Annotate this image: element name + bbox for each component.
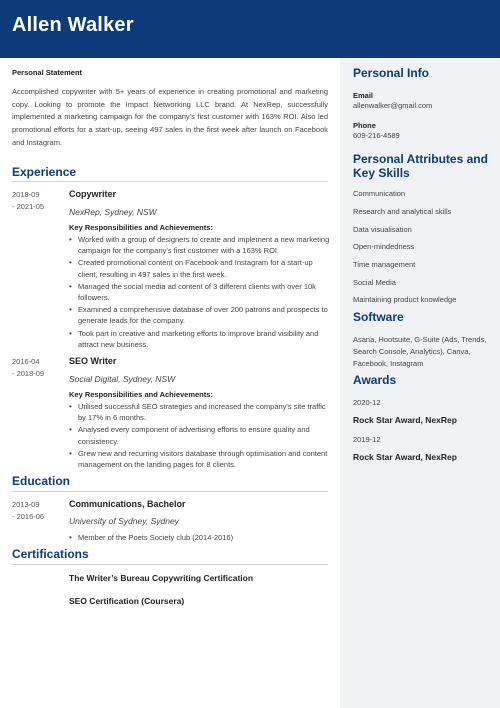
list-item: • Utilised successful SEO strategies and increased the company's site traffic by 17% in 6 months. [69, 401, 331, 423]
software-title: Software [353, 310, 404, 324]
personal-info-title: Personal Info [353, 66, 430, 80]
awards-title: Awards [353, 373, 397, 387]
section-divider [12, 181, 328, 182]
list-item: • Took part in creative and marketing efforts to improve brand visibility and attract new business. [69, 328, 331, 350]
certifications-title: Certifications [12, 547, 89, 561]
section-divider [12, 564, 328, 565]
job-company: NexRep, Sydney, NSW [69, 207, 157, 217]
job-title: Copywriter [69, 189, 117, 199]
skill-item: Open-mindedness [353, 242, 415, 251]
job-date-start: 2018-09 [12, 190, 40, 199]
award-date: 2020-12 [353, 398, 381, 407]
software-list: Asana, Hootsuite, G-Suite (Ads, Trends, Search Console, Analytics), Canva, Facebook, Instagram [353, 335, 487, 368]
skill-item: Social Media [353, 278, 396, 287]
job-bullets [69, 401, 331, 471]
phone-value: 609-216-4589 [353, 131, 400, 140]
skill-item: Communication [353, 189, 406, 198]
phone-label: Phone [353, 121, 376, 130]
skill-item: Maintaining product knowledge [353, 295, 457, 304]
job-bullets [69, 234, 331, 351]
email-value: allenwalker@gmail.com [353, 101, 433, 110]
job-date-start: 2016-04 [12, 357, 40, 366]
candidate-name: Allen Walker [12, 14, 134, 36]
edu-school: University of Sydney, Sydney [69, 516, 179, 526]
skill-item: Data visualisation [353, 225, 412, 234]
certification-item: The Writer’s Bureau Copywriting Certification [69, 573, 254, 583]
job-achievements-heading: Key Responsibilities and Achievements: [69, 223, 213, 232]
list-item: • Worked with a group of designers to create and implement a new marketing campaign for the company's first customer with a 163% ROI. [69, 234, 331, 256]
personal-statement-text: Accomplished copywriter with 5+ years of experience in creating promotional and marketing copy. Looking to promote the Impact Networking LLC brand. At NexRep, successfully implemented a marketing campaign for the company's first customer with 163% ROI. Also led promotional efforts for a start-up, seeing 497 sales in the first week after launch on Facebook and Instagram. [12, 87, 328, 147]
list-item: • Grew new and recurring visitors database through optimisation and content management on the landing pages for 8 clients. [69, 448, 331, 470]
edu-date-end: - 2016-06 [12, 512, 45, 521]
list-item: • Created promotional content on Facebook and Instagram for a start-up client, resulting in 497 sales in the first week. [69, 257, 331, 279]
award-date: 2019-12 [353, 435, 381, 444]
award-name: Rock Star Award, NexRep [353, 415, 457, 425]
list-item: • Examined a comprehensive database of over 200 patrons and prospects to generate leads for the company. [69, 304, 331, 326]
job-date-end: - 2018-09 [12, 369, 45, 378]
section-divider [12, 491, 328, 492]
certification-item: SEO Certification (Coursera) [69, 596, 185, 606]
award-name: Rock Star Award, NexRep [353, 452, 457, 462]
job-title: SEO Writer [69, 356, 117, 366]
attributes-title: Personal Attributes and Key Skills [353, 152, 488, 180]
edu-bullets [69, 532, 331, 544]
list-item: • Member of the Poets Society club (2014-2016) [69, 532, 331, 543]
sidebar [340, 58, 500, 708]
personal-statement-title: Personal Statement [12, 68, 83, 77]
job-company: Social Digital, Sydney, NSW [69, 374, 176, 384]
list-item: • Analysed every component of advertising efforts to ensure quality and consistency. [69, 424, 331, 446]
email-label: Email [353, 91, 374, 100]
list-item: • Managed the social media ad content of 3 different clients with over 10k followers. [69, 281, 331, 303]
job-date-end: - 2021-05 [12, 202, 45, 211]
edu-degree: Communications, Bachelor [69, 499, 186, 509]
education-title: Education [12, 474, 71, 488]
edu-date-start: 2013-09 [12, 500, 40, 509]
skill-item: Research and analytical skills [353, 207, 452, 216]
resume-header [0, 0, 500, 58]
experience-title: Experience [12, 165, 77, 179]
job-achievements-heading: Key Responsibilities and Achievements: [69, 390, 213, 399]
skill-item: Time management [353, 260, 416, 269]
